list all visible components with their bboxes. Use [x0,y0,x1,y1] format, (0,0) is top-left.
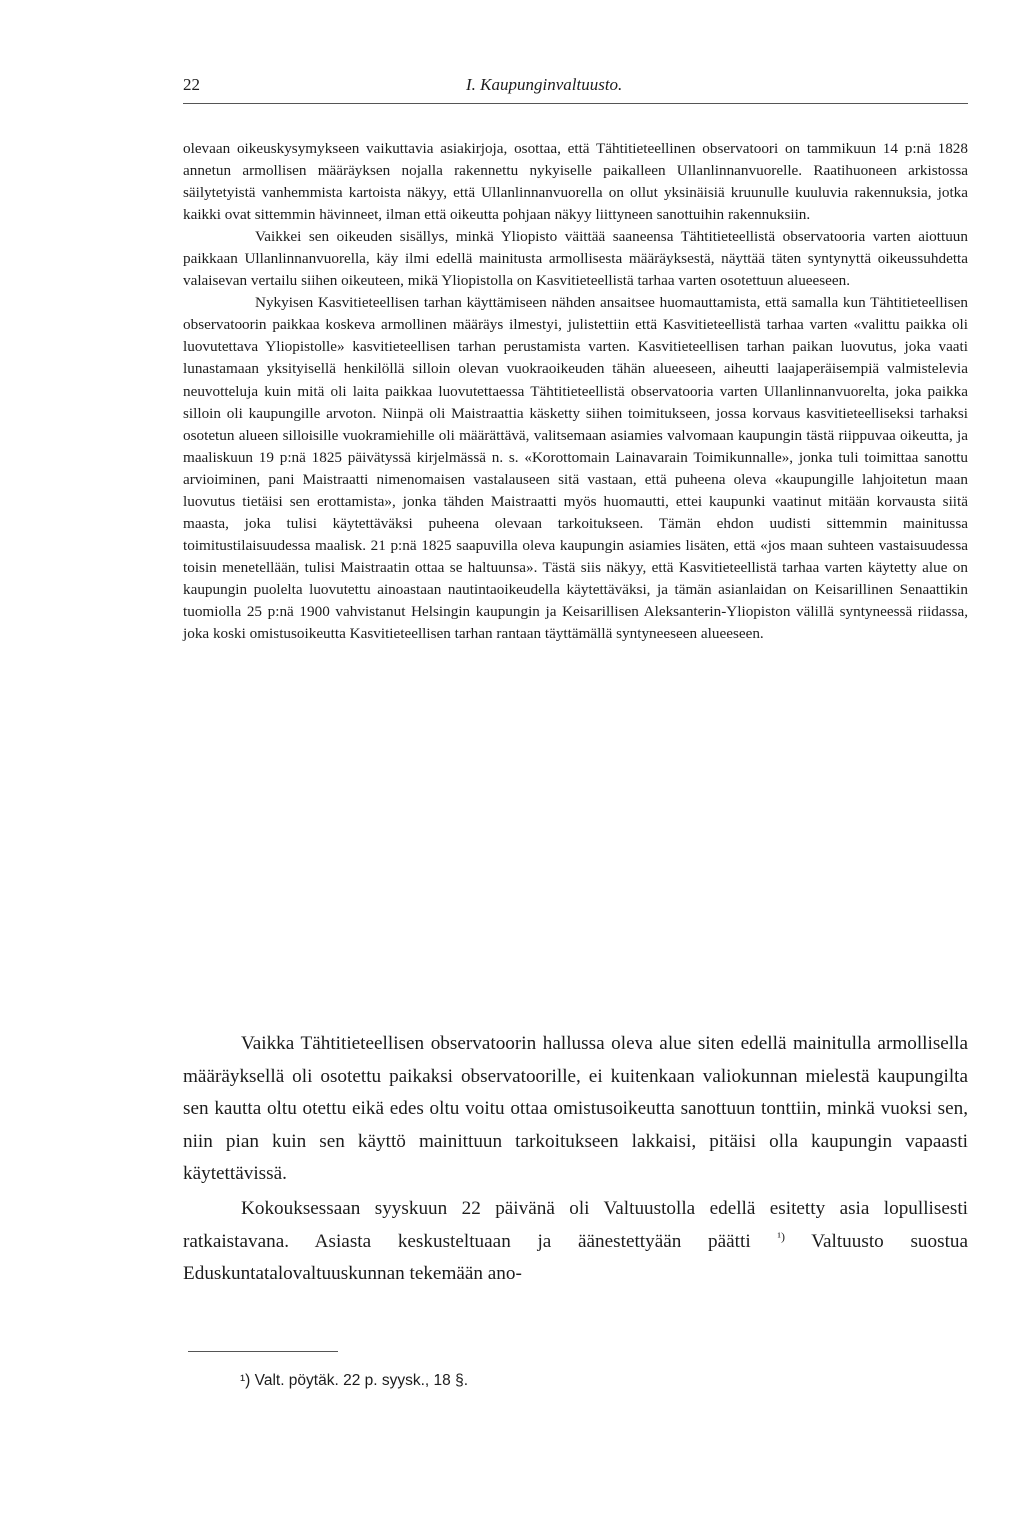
page-header [183,73,968,104]
small-paragraph-1: olevaan oikeuskysymykseen vaikuttavia asiakirjoja, osottaa, että Tähtitieteellinen observatoori on tammikuun 14 p:nä 1828 annetun armollisen määräyksen nojalla rakennettu nykyiselle paikalleen Ullanlinnanvuorelle. Raatihuoneen arkistossa säilytetyistä vanhemmista kartoista näkyy, että Ullanlinnanvuorella on ollut yksinäisiä kruunulle kuuluvia rakennuksia, jotka kaikki ovat sittemmin hävinneet, ilman että oikeutta pohjaan näkyy liittyneen sanottuihin rakennuksiin. [183,140,968,224]
small-paragraph-3: Nykyisen Kasvitieteellisen tarhan käyttämiseen nähden ansaitsee huomauttamista, että samalla kun Tähtitieteellisen observatoorin paikkaa koskeva armollinen määräys ilmestyi, julistettiin että Kasvitieteellistä tarhaa varten «valittu paikka oli luovutettava Yliopistolle» kasvitieteellisen tarhan perustamista varten. Kasvitieteellisen tarhan paikan luovutus, joka vaati lunastamaan yksityisellä henkilöllä silloin olevan vuokraoikeuden tähän alueeseen, aiheutti laajaperäisempiä valmistelevia neuvotteluja kuin mitä oli laita paikkaa luovutettaessa Tähtitieteellistä observatooria varten Ullanlinnanvuorelta, joka paikka silloin oli kaupungille arvoton. Niinpä oli Maistraattia käsketty siihen toimitukseen, jossa korvaus kasvitieteelliseksi tarhaksi osotetun alueen silloisille vuokramiehille oli määrättävä, valitsemaan asiamies valvomaan kaupungin tästä riippuvaa oikeutta, ja maaliskuun 19 p:nä 1825 päivätyssä kirjelmässä n. s. «Korottomain Lainavarain Toimikunnalle», jonka tuli toimittaa sanottu arvioiminen, pani Maistraatti nimenomaisen vastalauseen sitä vastaan, että puheena oleva «kaupungille lahjoitetun maan luovutus tietäisi sen erottamista», jonka tähden Maistraatti myös huomautti, ettei kaupunki vaatinut mitään korvausta siitä maasta, joka tulisi käytettäväksi puheena olevaan tarkoitukseen. Tämän ehdon uudisti sittemmin mainitussa toimitustilaisuudessa maalisk. 21 p:nä 1825 saapuvilla oleva kaupungin asiamies lisäten, että «jos maan suhteen vastaisuudessa toisin menetellään, tulisi Maistraatin ottaa se haltuunsa». Tästä siis näkyy, että Kasvitieteellistä tarhaa varten käytetty alue on kaupungin puolelta luovutettu ainoastaan nautintaoikeudella käytettäväksi, ja tämän asianlaidan on Keisarillinen Senaattikin tuomiolla 25 p:nä 1900 vahvistanut Helsingin kaupungin ja Keisarillisen Aleksanterin-Yliopiston välillä syntyneessä riidassa, joka koski omistusoikeutta Kasvitieteellisen tarhan rantaan täyttämällä syntyneeseen alueeseen. [183,294,968,643]
running-head: I. Kaupunginvaltuusto. [466,75,623,94]
footnote-marker: ¹) [240,1372,251,1389]
large-paragraph-2-text: Kokouksessaan syyskuun 22 päivänä oli Valtuustolla edellä esitetty asia lopullisesti ratkaistavana. Asiasta keskusteltuaan ja äänestettyään päätti [183,1197,968,1252]
footnote-reference: ¹) [777,1229,785,1244]
small-print-section [183,138,968,645]
large-paragraph-2 [183,1193,968,1291]
small-paragraph-2: Vaikkei sen oikeuden sisällys, minkä Yliopisto väittää saaneensa Tähtitieteellistä observatooria varten aiottuun paikkaan Ullanlinnanvuorella, käy ilmi edellä mainitusta armollisesta määräyksestä, näyttää täten syntynyttä oikeussuhdetta valaisevan vertailu siihen oikeuteen, mikä Yliopistolla on Kasvitieteellistä tarhaa varten osotettuun alueeseen. [183,228,968,290]
main-text-section [183,1028,968,1291]
large-paragraph-1: Vaikka Tähtitieteellisen observatoorin hallussa oleva alue siten edellä mainitulla armollisella määräyksellä oli osotettu paikaksi observatoorille, ei kuitenkaan valiokunnan mielestä kaupungilta sen kautta oltu otettu eikä edes oltu voitu ottaa omistusoikeutta sanottuun tonttiin, minkä vuoksi sen, niin pian kuin sen käyttö mainittuun tarkoitukseen lakkaisi, pitäisi olla kaupungin vapaasti käytettävissä. [183,1033,968,1185]
footnote [240,1372,468,1390]
footnote-divider [188,1351,338,1352]
page-number: 22 [183,75,200,94]
footnote-text: Valt. pöytäk. 22 p. syysk., 18 §. [254,1372,469,1389]
large-paragraph-2-tail: Valtuusto suostua Eduskuntatalovaltuuskunnan tekemään ano- [183,1230,969,1285]
